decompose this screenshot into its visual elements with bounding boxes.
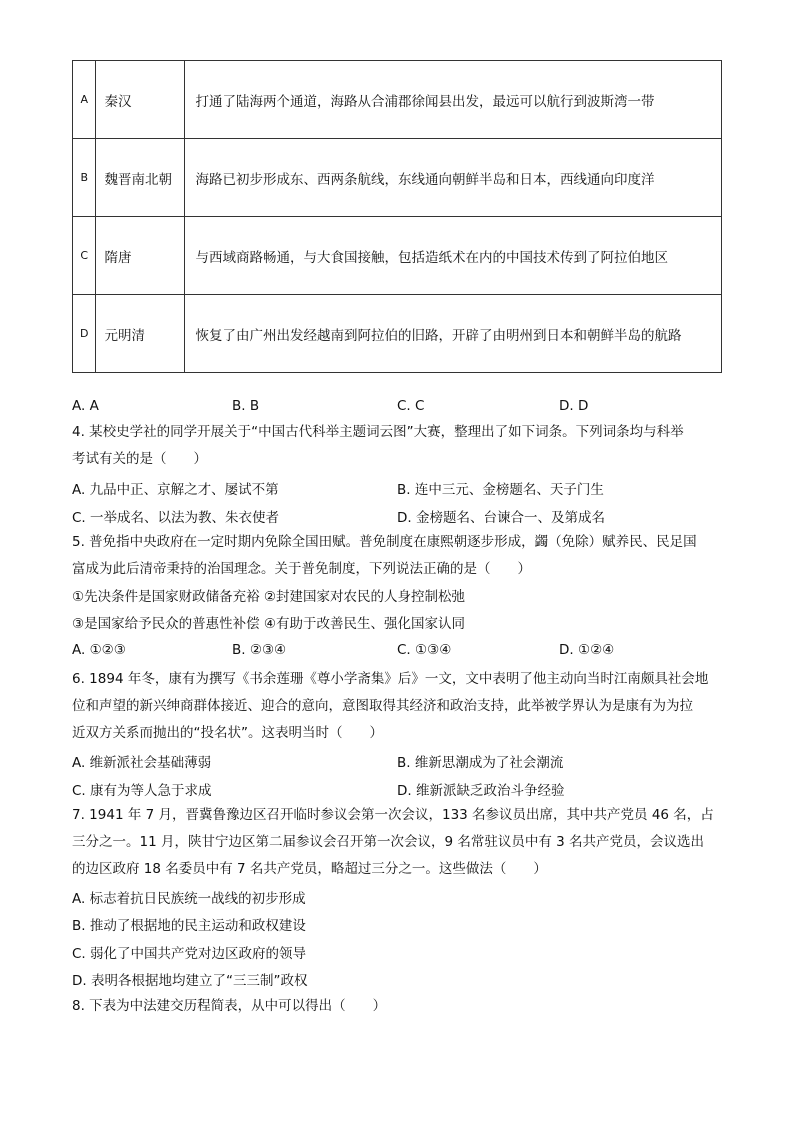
q7-option-c[interactable]: C. 弱化了中国共产党对边区政府的领导 <box>72 946 307 962</box>
table-row <box>73 217 722 295</box>
q5-statements-2: ③是国家给予民众的普惠性补偿 ④有助于改善民生、强化国家认同 <box>72 616 465 632</box>
row-era: 元明清 <box>96 295 185 373</box>
q6-option-a[interactable]: A. 维新派社会基础薄弱 <box>72 755 212 771</box>
row-description: 打通了陆海两个通道，海路从合浦郡徐闻县出发，最远可以航行到波斯湾一带 <box>185 61 722 139</box>
q5-option-a[interactable]: A. ①②③ <box>72 642 126 658</box>
q8-stem: 8. 下表为中法建交历程简表，从中可以得出（ ） <box>72 998 387 1014</box>
row-letter: B <box>73 139 96 217</box>
row-letter: A <box>73 61 96 139</box>
table-row <box>73 139 722 217</box>
q7-stem-line-1: 7. 1941 年 7 月，晋冀鲁豫边区召开临时参议会第一次会议，133 名参议员出席，其中共产党员 46 名，占 <box>72 807 714 823</box>
q3-option-a[interactable]: A. A <box>72 398 99 414</box>
q3-option-d[interactable]: D. D <box>559 398 589 414</box>
q7-stem-line-2: 三分之一。11 月，陕甘宁边区第二届参议会召开第一次会议，9 名常驻议员中有 3 名共产党员，会议选出 <box>72 834 705 850</box>
q3-table <box>72 60 722 373</box>
q4-option-b[interactable]: B. 连中三元、金榜题名、天子门生 <box>397 482 604 498</box>
q3-option-b[interactable]: B. B <box>232 398 260 414</box>
q5-option-c[interactable]: C. ①③④ <box>397 642 452 658</box>
table-row <box>73 61 722 139</box>
row-description: 与西域商路畅通，与大食国接触，包括造纸术在内的中国技术传到了阿拉伯地区 <box>185 217 722 295</box>
q7-stem-line-3: 的边区政府 18 名委员中有 7 名共产党员，略超过三分之一。这些做法（ ） <box>72 861 547 877</box>
q6-stem-line-1: 6. 1894 年冬，康有为撰写《书余莲珊《尊小学斋集》后》一文，文中表明了他主动向当时江南颇具社会地 <box>72 671 709 687</box>
q7-option-b[interactable]: B. 推动了根据地的民主运动和政权建设 <box>72 918 306 934</box>
q5-stem-line-1: 5. 普免指中央政府在一定时期内免除全国田赋。普免制度在康熙朝逐步形成，蠲（免除）赋养民、民足国 <box>72 534 697 550</box>
table-row <box>73 295 722 373</box>
q5-stem-line-2: 富成为此后清帝秉持的治国理念。关于普免制度，下列说法正确的是（ ） <box>72 561 531 577</box>
q5-statements-1: ①先决条件是国家财政储备充裕 ②封建国家对农民的人身控制松弛 <box>72 589 465 605</box>
q4-stem-line-2: 考试有关的是（ ） <box>72 451 207 467</box>
row-era: 魏晋南北朝 <box>96 139 185 217</box>
row-letter: D <box>73 295 96 373</box>
q4-option-c[interactable]: C. 一举成名、以法为教、朱衣使者 <box>72 510 280 526</box>
q6-option-c[interactable]: C. 康有为等人急于求成 <box>72 783 212 799</box>
q6-option-d[interactable]: D. 维新派缺乏政治斗争经验 <box>397 783 565 799</box>
q6-stem-line-3: 近双方关系而抛出的“投名状”。这表明当时（ ） <box>72 725 383 741</box>
q6-stem-line-2: 位和声望的新兴绅商群体接近、迎合的意向，意图取得其经济和政治支持，此举被学界认为是康有为为拉 <box>72 698 693 714</box>
row-description: 恢复了由广州出发经越南到阿拉伯的旧路，开辟了由明州到日本和朝鲜半岛的航路 <box>185 295 722 373</box>
row-description: 海路已初步形成东、西两条航线，东线通向朝鲜半岛和日本，西线通向印度洋 <box>185 139 722 217</box>
q7-option-d[interactable]: D. 表明各根据地均建立了“三三制”政权 <box>72 973 308 989</box>
q4-option-d[interactable]: D. 金榜题名、台谏合一、及第成名 <box>397 510 605 526</box>
q5-option-b[interactable]: B. ②③④ <box>232 642 287 658</box>
q4-stem-line-1: 4. 某校史学社的同学开展关于“中国古代科举主题词云图”大赛，整理出了如下词条。下列词条均与科举 <box>72 424 684 440</box>
q5-option-d[interactable]: D. ①②④ <box>559 642 615 658</box>
q6-option-b[interactable]: B. 维新思潮成为了社会潮流 <box>397 755 564 771</box>
row-letter: C <box>73 217 96 295</box>
q7-option-a[interactable]: A. 标志着抗日民族统一战线的初步形成 <box>72 891 306 907</box>
q3-option-c[interactable]: C. C <box>397 398 425 414</box>
row-era: 隋唐 <box>96 217 185 295</box>
row-era: 秦汉 <box>96 61 185 139</box>
q4-option-a[interactable]: A. 九品中正、京解之才、屡试不第 <box>72 482 279 498</box>
